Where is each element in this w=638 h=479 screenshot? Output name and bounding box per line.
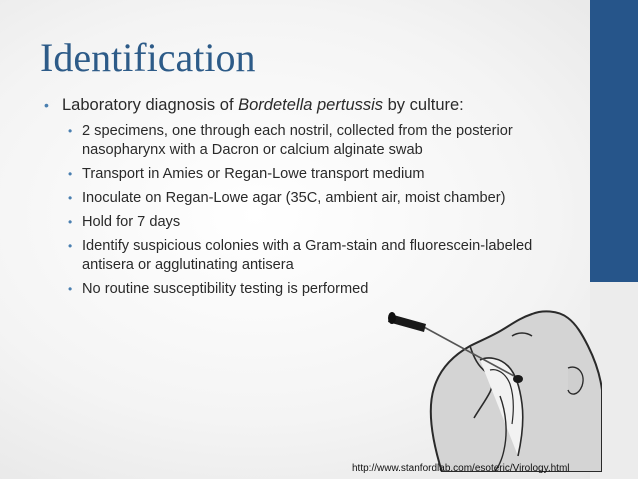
- sub-bullet: [68, 213, 564, 232]
- organism-name: Bordetella pertussis: [238, 96, 384, 114]
- bullet-icon: •: [68, 239, 73, 253]
- main-bullet: [44, 94, 564, 116]
- bullet-icon: •: [44, 97, 49, 113]
- sub-bullet-text: Hold for 7 days: [82, 214, 181, 230]
- sub-bullet-text: Identify suspicious colonies with a Gram-stain and fluorescein-labeled antisera or agglutinating antisera: [82, 238, 533, 273]
- slide-title: Identification: [40, 35, 256, 80]
- sub-bullet-text: Inoculate on Regan-Lowe agar (35C, ambient air, moist chamber): [82, 190, 506, 206]
- bullet-icon: •: [68, 191, 73, 205]
- bullet-icon: •: [68, 282, 73, 296]
- bullet-icon: •: [68, 124, 73, 138]
- swab-handle-end: [388, 312, 396, 324]
- main-bullet-text: [62, 94, 464, 116]
- image-credit: http://www.stanfordlab.com/esoteric/Virology.html: [352, 463, 570, 474]
- sub-bullet: [68, 280, 564, 299]
- sub-bullet: [68, 237, 564, 275]
- swab-tip: [513, 375, 523, 383]
- sidebar-accent-band: [590, 0, 638, 282]
- bullet-icon: •: [68, 215, 73, 229]
- main-bullet-suffix: by culture:: [383, 96, 464, 114]
- sub-bullet: [68, 189, 564, 208]
- bullet-icon: •: [68, 167, 73, 181]
- sub-bullet-text: Transport in Amies or Regan-Lowe transport medium: [82, 166, 425, 182]
- main-bullet-prefix: Laboratory diagnosis of: [62, 96, 239, 114]
- sub-bullet-text: No routine susceptibility testing is performed: [82, 281, 369, 297]
- sub-bullet: [68, 122, 564, 160]
- bullet-list: [44, 94, 564, 304]
- sub-bullet: [68, 165, 564, 184]
- sub-bullet-list: [68, 122, 564, 299]
- sub-bullet-text: 2 specimens, one through each nostril, collected from the posterior nasopharynx with a Dacron or calcium alginate swab: [82, 123, 513, 158]
- nasopharyngeal-swab-illustration: [382, 300, 602, 472]
